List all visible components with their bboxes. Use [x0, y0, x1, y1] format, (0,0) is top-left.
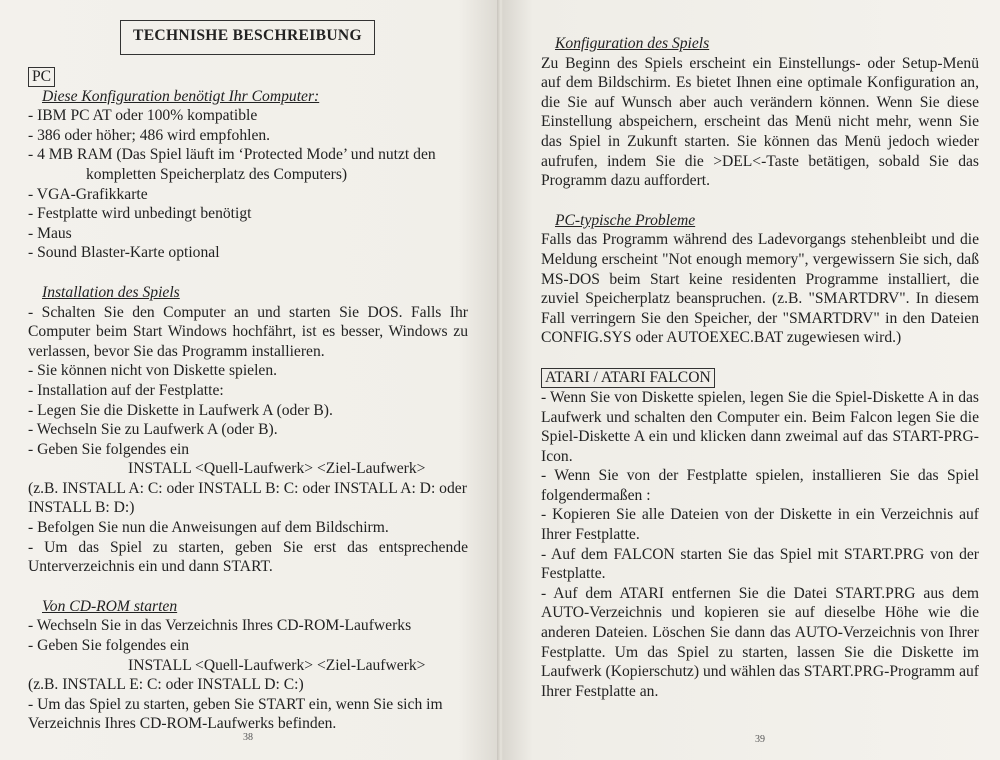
konfig-text: Zu Beginn des Spiels erscheint ein Einstellungs- oder Setup-Menü auf dem Bildschirm. Es bietet Ihnen eine optimale Konfiguration an, die Sie auf Wunsch aber auch verändern können. Wenn Sie diese Einstellung abspeichern, erscheint das Menü nicht mehr, wenn Sie das Spiel in Zukunft starten. Sie können das Menü jedoch wieder aufrufen, indem Sie die >DEL<-Taste betätigen, sobald Sie das Programm dazu auffordert.: [541, 54, 979, 190]
install-line: - Installation auf der Festplatte:: [28, 381, 224, 399]
install-line: - Geben Sie folgendes ein: [28, 440, 190, 458]
req-item: - 386 oder höher; 486 wird empfohlen.: [28, 126, 271, 144]
req-item-continued: kompletten Speicherplatz des Computers): [86, 165, 348, 183]
atari-para: - Wenn Sie von Diskette spielen, legen Sie die Spiel-Diskette A in das Laufwerk und schalten den Computer ein. Beim Falcon legen Sie die Spiel-Diskette A ein und klicken dann zweimal auf das START-PRG-Icon.: [541, 388, 979, 465]
konfig-heading: Konfiguration des Spiels: [555, 35, 710, 52]
install-line: - Sie können nicht von Diskette spielen.: [28, 362, 278, 380]
req-item: - VGA-Grafikkarte: [28, 185, 148, 203]
cd-line: - Geben Sie folgendes ein: [28, 637, 190, 655]
req-item: - Maus: [28, 224, 72, 242]
left-page-content: [28, 20, 468, 734]
install-intro: - Schalten Sie den Computer an und starten Sie DOS. Falls Ihr Computer beim Start Windows hochfährt, ist es besser, Windows zu verlassen, bevor Sie das Programm installieren.: [28, 303, 468, 360]
config-heading: Diese Konfiguration benötigt Ihr Computer:: [42, 87, 320, 105]
left-page: [0, 0, 499, 760]
right-page-content: [541, 34, 979, 701]
atari-para: - Auf dem ATARI entfernen Sie die Datei START.PRG aus dem AUTO-Verzeichnis und kopieren sie auf dieselbe Höhe wie die anderen Dateien. Löschen Sie dann das AUTO-Verzeichnis von Ihrer Festplatte. Um das Spiel zu starten, lassen Sie die Diskette im Laufwerk (Kopierschutz) und wählen das START.PRG-Programm auf Ihrer Festplatte an.: [541, 584, 979, 700]
page-title: TECHNISHE BESCHREIBUNG: [120, 20, 375, 55]
install-heading: Installation des Spiels: [42, 283, 180, 301]
page-number-right: 39: [755, 734, 765, 745]
atari-section-label: ATARI / ATARI FALCON: [541, 368, 715, 388]
install-example: (z.B. INSTALL A: C: oder INSTALL B: C: oder INSTALL A: D: oder INSTALL B: D:): [28, 479, 467, 517]
req-item: - 4 MB RAM (Das Spiel läuft im ‘Protected Mode’ und nutzt den: [28, 146, 436, 164]
cd-start: - Um das Spiel zu starten, geben Sie START ein, wenn Sie sich im Verzeichnis Ihres CD-ROM-Laufwerks befinden.: [28, 695, 443, 733]
probleme-heading: PC-typische Probleme: [555, 211, 696, 229]
req-item: - IBM PC AT oder 100% kompatible: [28, 107, 258, 125]
install-line: - Legen Sie die Diskette in Laufwerk A (oder B).: [28, 401, 333, 419]
cd-heading: Von CD-ROM starten: [42, 597, 178, 615]
cd-example: (z.B. INSTALL E: C: oder INSTALL D: C:): [28, 676, 304, 694]
cd-line: - Wechseln Sie in das Verzeichnis Ihres CD-ROM-Laufwerks: [28, 617, 412, 635]
install-start: - Um das Spiel zu starten, geben Sie erst das entsprechende Unterverzeichnis ein und dann START.: [28, 538, 468, 576]
atari-para: - Auf dem FALCON starten Sie das Spiel mit START.PRG von der Festplatte.: [541, 545, 979, 583]
install-command: INSTALL <Quell-Laufwerk> <Ziel-Laufwerk>: [128, 460, 426, 478]
install-follow: - Befolgen Sie nun die Anweisungen auf dem Bildschirm.: [28, 519, 389, 537]
cd-command: INSTALL <Quell-Laufwerk> <Ziel-Laufwerk>: [128, 656, 426, 674]
req-item: - Sound Blaster-Karte optional: [28, 244, 220, 262]
atari-para: - Kopieren Sie alle Dateien von der Diskette in ein Verzeichnis auf Ihrer Festplatte.: [541, 506, 979, 544]
req-item: - Festplatte wird unbedingt benötigt: [28, 205, 252, 223]
install-line: - Wechseln Sie zu Laufwerk A (oder B).: [28, 421, 278, 439]
atari-para: - Wenn Sie von der Festplatte spielen, installieren Sie das Spiel folgendermaßen :: [541, 467, 979, 504]
pc-section-label: PC: [28, 67, 55, 87]
page-number-left: 38: [243, 732, 253, 743]
right-page: [503, 0, 1000, 760]
probleme-text: Falls das Programm während des Ladevorgangs stehenbleibt und die Meldung erscheint "Not enough memory", vergewissern Sie sich, daß MS-DOS beim Start keine residenten Programme installiert, die zuviel Speicherplatz beanspruchen. (z.B. "SMARTDRV". In diesem Fall verringern Sie den Speicher, der "SMARTDRV" in den Dateien CONFIG.SYS oder AUTOEXEC.BAT zugewiesen wird.): [541, 231, 979, 347]
